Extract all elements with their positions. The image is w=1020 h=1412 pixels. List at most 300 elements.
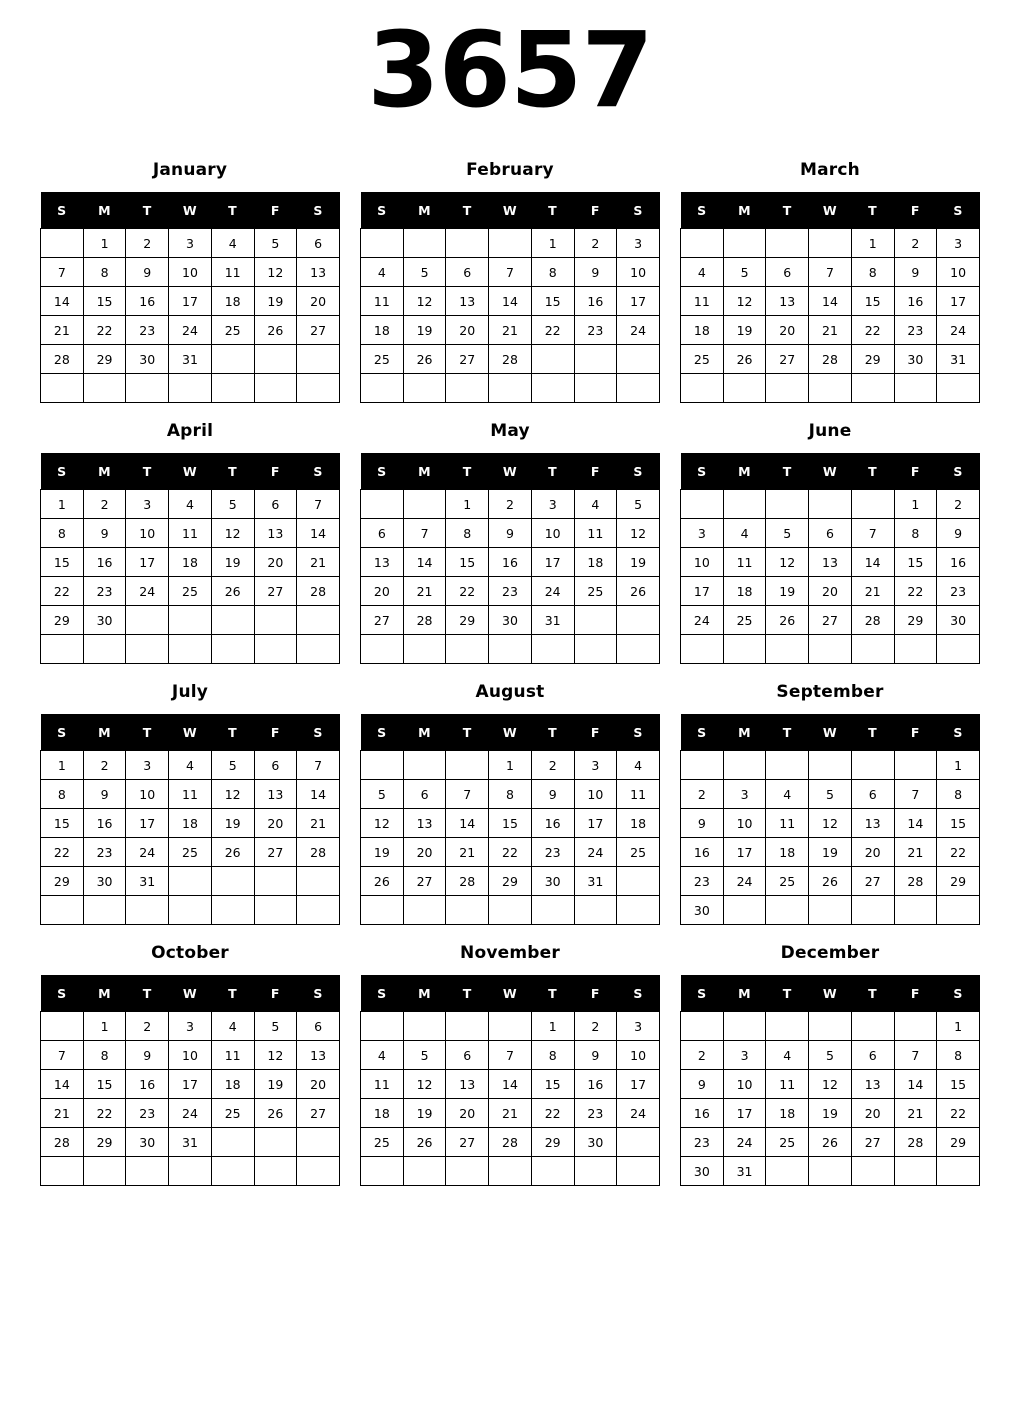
day-cell[interactable]: 8 [446, 519, 489, 548]
day-cell[interactable]: 21 [894, 838, 937, 867]
day-cell[interactable]: 26 [211, 838, 254, 867]
day-cell[interactable]: 20 [297, 287, 340, 316]
day-cell[interactable]: 20 [446, 316, 489, 345]
day-cell[interactable]: 25 [361, 345, 404, 374]
day-cell[interactable]: 5 [211, 490, 254, 519]
day-cell[interactable]: 28 [297, 838, 340, 867]
day-cell[interactable]: 10 [723, 809, 766, 838]
day-cell[interactable]: 26 [361, 867, 404, 896]
day-cell[interactable]: 17 [531, 548, 574, 577]
day-cell[interactable]: 4 [361, 258, 404, 287]
day-cell[interactable]: 14 [41, 287, 84, 316]
day-cell[interactable]: 19 [723, 316, 766, 345]
day-cell[interactable]: 20 [446, 1099, 489, 1128]
day-cell[interactable]: 23 [574, 316, 617, 345]
day-cell[interactable]: 24 [937, 316, 980, 345]
day-cell[interactable]: 21 [446, 838, 489, 867]
day-cell[interactable]: 15 [41, 809, 84, 838]
day-cell[interactable]: 16 [126, 1070, 169, 1099]
day-cell[interactable]: 25 [211, 316, 254, 345]
day-cell[interactable]: 16 [489, 548, 532, 577]
day-cell[interactable]: 10 [617, 1041, 660, 1070]
day-cell[interactable]: 17 [169, 1070, 212, 1099]
day-cell[interactable]: 23 [83, 838, 126, 867]
day-cell[interactable]: 19 [254, 287, 297, 316]
day-cell[interactable]: 8 [41, 519, 84, 548]
day-cell[interactable]: 23 [894, 316, 937, 345]
day-cell[interactable]: 27 [446, 345, 489, 374]
day-cell[interactable]: 6 [851, 1041, 894, 1070]
day-cell[interactable]: 26 [617, 577, 660, 606]
day-cell[interactable]: 3 [617, 1012, 660, 1041]
day-cell[interactable]: 19 [211, 809, 254, 838]
day-cell[interactable]: 12 [403, 287, 446, 316]
day-cell[interactable]: 2 [937, 490, 980, 519]
day-cell[interactable]: 11 [617, 780, 660, 809]
day-cell[interactable]: 4 [361, 1041, 404, 1070]
day-cell[interactable]: 26 [254, 316, 297, 345]
day-cell[interactable]: 21 [41, 1099, 84, 1128]
day-cell[interactable]: 6 [297, 229, 340, 258]
day-cell[interactable]: 26 [403, 345, 446, 374]
day-cell[interactable]: 8 [937, 780, 980, 809]
day-cell[interactable]: 21 [297, 809, 340, 838]
day-cell[interactable]: 20 [361, 577, 404, 606]
day-cell[interactable]: 31 [937, 345, 980, 374]
day-cell[interactable]: 22 [531, 316, 574, 345]
day-cell[interactable]: 14 [297, 780, 340, 809]
day-cell[interactable]: 17 [937, 287, 980, 316]
day-cell[interactable]: 29 [83, 345, 126, 374]
day-cell[interactable]: 12 [254, 258, 297, 287]
day-cell[interactable]: 2 [894, 229, 937, 258]
day-cell[interactable]: 28 [297, 577, 340, 606]
day-cell[interactable]: 8 [851, 258, 894, 287]
day-cell[interactable]: 17 [574, 809, 617, 838]
day-cell[interactable]: 26 [254, 1099, 297, 1128]
day-cell[interactable]: 10 [723, 1070, 766, 1099]
day-cell[interactable]: 25 [766, 867, 809, 896]
day-cell[interactable]: 1 [489, 751, 532, 780]
day-cell[interactable]: 30 [681, 1157, 724, 1186]
day-cell[interactable]: 31 [169, 1128, 212, 1157]
day-cell[interactable]: 7 [489, 1041, 532, 1070]
day-cell[interactable]: 30 [531, 867, 574, 896]
day-cell[interactable]: 1 [41, 751, 84, 780]
day-cell[interactable]: 3 [681, 519, 724, 548]
day-cell[interactable]: 20 [851, 838, 894, 867]
day-cell[interactable]: 30 [126, 345, 169, 374]
day-cell[interactable]: 12 [211, 519, 254, 548]
day-cell[interactable]: 20 [297, 1070, 340, 1099]
day-cell[interactable]: 15 [851, 287, 894, 316]
day-cell[interactable]: 3 [723, 780, 766, 809]
day-cell[interactable]: 29 [83, 1128, 126, 1157]
day-cell[interactable]: 27 [254, 838, 297, 867]
day-cell[interactable]: 14 [489, 1070, 532, 1099]
day-cell[interactable]: 5 [809, 1041, 852, 1070]
day-cell[interactable]: 12 [723, 287, 766, 316]
day-cell[interactable]: 6 [766, 258, 809, 287]
day-cell[interactable]: 3 [169, 1012, 212, 1041]
day-cell[interactable]: 25 [211, 1099, 254, 1128]
day-cell[interactable]: 23 [681, 867, 724, 896]
day-cell[interactable]: 8 [531, 258, 574, 287]
day-cell[interactable]: 18 [574, 548, 617, 577]
day-cell[interactable]: 5 [211, 751, 254, 780]
day-cell[interactable]: 25 [574, 577, 617, 606]
day-cell[interactable]: 17 [126, 809, 169, 838]
day-cell[interactable]: 29 [489, 867, 532, 896]
day-cell[interactable]: 4 [681, 258, 724, 287]
day-cell[interactable]: 29 [41, 867, 84, 896]
day-cell[interactable]: 31 [126, 867, 169, 896]
day-cell[interactable]: 17 [681, 577, 724, 606]
day-cell[interactable]: 12 [766, 548, 809, 577]
day-cell[interactable]: 7 [403, 519, 446, 548]
day-cell[interactable]: 17 [126, 548, 169, 577]
day-cell[interactable]: 8 [937, 1041, 980, 1070]
day-cell[interactable]: 2 [126, 229, 169, 258]
day-cell[interactable]: 15 [531, 1070, 574, 1099]
day-cell[interactable]: 14 [894, 809, 937, 838]
day-cell[interactable]: 19 [766, 577, 809, 606]
day-cell[interactable]: 5 [403, 258, 446, 287]
day-cell[interactable]: 3 [937, 229, 980, 258]
day-cell[interactable]: 7 [851, 519, 894, 548]
day-cell[interactable]: 23 [489, 577, 532, 606]
day-cell[interactable]: 6 [809, 519, 852, 548]
day-cell[interactable]: 12 [403, 1070, 446, 1099]
day-cell[interactable]: 15 [937, 809, 980, 838]
day-cell[interactable]: 2 [489, 490, 532, 519]
day-cell[interactable]: 4 [574, 490, 617, 519]
day-cell[interactable]: 25 [723, 606, 766, 635]
day-cell[interactable]: 9 [574, 258, 617, 287]
day-cell[interactable]: 1 [531, 1012, 574, 1041]
day-cell[interactable]: 4 [211, 1012, 254, 1041]
day-cell[interactable]: 17 [617, 287, 660, 316]
day-cell[interactable]: 12 [809, 809, 852, 838]
day-cell[interactable]: 26 [211, 577, 254, 606]
day-cell[interactable]: 26 [723, 345, 766, 374]
day-cell[interactable]: 16 [681, 1099, 724, 1128]
day-cell[interactable]: 11 [169, 780, 212, 809]
day-cell[interactable]: 6 [851, 780, 894, 809]
day-cell[interactable]: 10 [169, 258, 212, 287]
day-cell[interactable]: 7 [41, 258, 84, 287]
day-cell[interactable]: 26 [809, 1128, 852, 1157]
day-cell[interactable]: 1 [83, 1012, 126, 1041]
day-cell[interactable]: 14 [41, 1070, 84, 1099]
day-cell[interactable]: 1 [937, 751, 980, 780]
day-cell[interactable]: 21 [297, 548, 340, 577]
day-cell[interactable]: 9 [681, 809, 724, 838]
day-cell[interactable]: 27 [766, 345, 809, 374]
day-cell[interactable]: 4 [169, 751, 212, 780]
day-cell[interactable]: 27 [851, 867, 894, 896]
day-cell[interactable]: 8 [531, 1041, 574, 1070]
day-cell[interactable]: 2 [681, 1041, 724, 1070]
day-cell[interactable]: 11 [211, 258, 254, 287]
day-cell[interactable]: 19 [361, 838, 404, 867]
day-cell[interactable]: 28 [851, 606, 894, 635]
day-cell[interactable]: 18 [361, 316, 404, 345]
day-cell[interactable]: 15 [894, 548, 937, 577]
day-cell[interactable]: 17 [723, 838, 766, 867]
day-cell[interactable]: 1 [41, 490, 84, 519]
day-cell[interactable]: 28 [809, 345, 852, 374]
day-cell[interactable]: 9 [681, 1070, 724, 1099]
day-cell[interactable]: 6 [361, 519, 404, 548]
day-cell[interactable]: 13 [851, 1070, 894, 1099]
day-cell[interactable]: 22 [489, 838, 532, 867]
day-cell[interactable]: 13 [851, 809, 894, 838]
day-cell[interactable]: 30 [937, 606, 980, 635]
day-cell[interactable]: 23 [126, 1099, 169, 1128]
day-cell[interactable]: 13 [809, 548, 852, 577]
day-cell[interactable]: 15 [489, 809, 532, 838]
day-cell[interactable]: 13 [446, 1070, 489, 1099]
day-cell[interactable]: 10 [937, 258, 980, 287]
day-cell[interactable]: 15 [937, 1070, 980, 1099]
day-cell[interactable]: 28 [403, 606, 446, 635]
day-cell[interactable]: 11 [211, 1041, 254, 1070]
day-cell[interactable]: 7 [809, 258, 852, 287]
day-cell[interactable]: 12 [211, 780, 254, 809]
day-cell[interactable]: 7 [446, 780, 489, 809]
day-cell[interactable]: 23 [937, 577, 980, 606]
day-cell[interactable]: 5 [403, 1041, 446, 1070]
day-cell[interactable]: 2 [83, 751, 126, 780]
day-cell[interactable]: 4 [766, 1041, 809, 1070]
day-cell[interactable]: 10 [126, 780, 169, 809]
day-cell[interactable]: 6 [297, 1012, 340, 1041]
day-cell[interactable]: 29 [851, 345, 894, 374]
day-cell[interactable]: 6 [446, 1041, 489, 1070]
day-cell[interactable]: 8 [489, 780, 532, 809]
day-cell[interactable]: 30 [83, 606, 126, 635]
day-cell[interactable]: 16 [126, 287, 169, 316]
day-cell[interactable]: 7 [41, 1041, 84, 1070]
day-cell[interactable]: 19 [809, 838, 852, 867]
day-cell[interactable]: 16 [531, 809, 574, 838]
day-cell[interactable]: 31 [531, 606, 574, 635]
day-cell[interactable]: 8 [83, 1041, 126, 1070]
day-cell[interactable]: 13 [297, 258, 340, 287]
day-cell[interactable]: 5 [254, 229, 297, 258]
day-cell[interactable]: 3 [169, 229, 212, 258]
day-cell[interactable]: 23 [681, 1128, 724, 1157]
day-cell[interactable]: 22 [83, 316, 126, 345]
day-cell[interactable]: 6 [403, 780, 446, 809]
day-cell[interactable]: 3 [574, 751, 617, 780]
day-cell[interactable]: 2 [574, 1012, 617, 1041]
day-cell[interactable]: 24 [617, 1099, 660, 1128]
day-cell[interactable]: 10 [574, 780, 617, 809]
day-cell[interactable]: 21 [809, 316, 852, 345]
day-cell[interactable]: 20 [766, 316, 809, 345]
day-cell[interactable]: 23 [574, 1099, 617, 1128]
day-cell[interactable]: 30 [894, 345, 937, 374]
day-cell[interactable]: 18 [617, 809, 660, 838]
day-cell[interactable]: 28 [41, 345, 84, 374]
day-cell[interactable]: 9 [531, 780, 574, 809]
day-cell[interactable]: 29 [894, 606, 937, 635]
day-cell[interactable]: 27 [851, 1128, 894, 1157]
day-cell[interactable]: 18 [169, 809, 212, 838]
day-cell[interactable]: 13 [297, 1041, 340, 1070]
day-cell[interactable]: 28 [894, 867, 937, 896]
day-cell[interactable]: 4 [211, 229, 254, 258]
day-cell[interactable]: 24 [574, 838, 617, 867]
day-cell[interactable]: 13 [446, 287, 489, 316]
day-cell[interactable]: 20 [809, 577, 852, 606]
day-cell[interactable]: 9 [83, 519, 126, 548]
day-cell[interactable]: 20 [851, 1099, 894, 1128]
day-cell[interactable]: 24 [681, 606, 724, 635]
day-cell[interactable]: 11 [766, 809, 809, 838]
day-cell[interactable]: 2 [681, 780, 724, 809]
day-cell[interactable]: 8 [894, 519, 937, 548]
day-cell[interactable]: 11 [574, 519, 617, 548]
day-cell[interactable]: 4 [723, 519, 766, 548]
day-cell[interactable]: 24 [126, 838, 169, 867]
day-cell[interactable]: 7 [489, 258, 532, 287]
day-cell[interactable]: 22 [894, 577, 937, 606]
day-cell[interactable]: 9 [937, 519, 980, 548]
day-cell[interactable]: 28 [446, 867, 489, 896]
day-cell[interactable]: 5 [766, 519, 809, 548]
day-cell[interactable]: 18 [169, 548, 212, 577]
day-cell[interactable]: 16 [894, 287, 937, 316]
day-cell[interactable]: 10 [169, 1041, 212, 1070]
day-cell[interactable]: 3 [723, 1041, 766, 1070]
day-cell[interactable]: 28 [41, 1128, 84, 1157]
day-cell[interactable]: 27 [446, 1128, 489, 1157]
day-cell[interactable]: 29 [937, 1128, 980, 1157]
day-cell[interactable]: 7 [894, 780, 937, 809]
day-cell[interactable]: 25 [617, 838, 660, 867]
day-cell[interactable]: 17 [617, 1070, 660, 1099]
day-cell[interactable]: 29 [41, 606, 84, 635]
day-cell[interactable]: 23 [126, 316, 169, 345]
day-cell[interactable]: 30 [574, 1128, 617, 1157]
day-cell[interactable]: 20 [254, 809, 297, 838]
day-cell[interactable]: 31 [723, 1157, 766, 1186]
day-cell[interactable]: 10 [681, 548, 724, 577]
day-cell[interactable]: 14 [297, 519, 340, 548]
day-cell[interactable]: 11 [361, 1070, 404, 1099]
day-cell[interactable]: 3 [617, 229, 660, 258]
day-cell[interactable]: 9 [83, 780, 126, 809]
day-cell[interactable]: 9 [489, 519, 532, 548]
day-cell[interactable]: 19 [809, 1099, 852, 1128]
day-cell[interactable]: 25 [361, 1128, 404, 1157]
day-cell[interactable]: 13 [361, 548, 404, 577]
day-cell[interactable]: 18 [361, 1099, 404, 1128]
day-cell[interactable]: 29 [446, 606, 489, 635]
day-cell[interactable]: 3 [126, 490, 169, 519]
day-cell[interactable]: 28 [894, 1128, 937, 1157]
day-cell[interactable]: 30 [489, 606, 532, 635]
day-cell[interactable]: 11 [766, 1070, 809, 1099]
day-cell[interactable]: 19 [254, 1070, 297, 1099]
day-cell[interactable]: 25 [169, 838, 212, 867]
day-cell[interactable]: 22 [83, 1099, 126, 1128]
day-cell[interactable]: 10 [531, 519, 574, 548]
day-cell[interactable]: 5 [361, 780, 404, 809]
day-cell[interactable]: 18 [766, 838, 809, 867]
day-cell[interactable]: 28 [489, 345, 532, 374]
day-cell[interactable]: 14 [446, 809, 489, 838]
day-cell[interactable]: 27 [297, 316, 340, 345]
day-cell[interactable]: 1 [937, 1012, 980, 1041]
day-cell[interactable]: 18 [723, 577, 766, 606]
day-cell[interactable]: 9 [574, 1041, 617, 1070]
day-cell[interactable]: 4 [617, 751, 660, 780]
day-cell[interactable]: 2 [574, 229, 617, 258]
day-cell[interactable]: 12 [809, 1070, 852, 1099]
day-cell[interactable]: 27 [254, 577, 297, 606]
day-cell[interactable]: 22 [41, 577, 84, 606]
day-cell[interactable]: 4 [169, 490, 212, 519]
day-cell[interactable]: 11 [361, 287, 404, 316]
day-cell[interactable]: 24 [531, 577, 574, 606]
day-cell[interactable]: 17 [169, 287, 212, 316]
day-cell[interactable]: 3 [126, 751, 169, 780]
day-cell[interactable]: 5 [617, 490, 660, 519]
day-cell[interactable]: 15 [41, 548, 84, 577]
day-cell[interactable]: 8 [83, 258, 126, 287]
day-cell[interactable]: 18 [211, 1070, 254, 1099]
day-cell[interactable]: 21 [489, 1099, 532, 1128]
day-cell[interactable]: 22 [41, 838, 84, 867]
day-cell[interactable]: 20 [403, 838, 446, 867]
day-cell[interactable]: 21 [403, 577, 446, 606]
day-cell[interactable]: 31 [574, 867, 617, 896]
day-cell[interactable]: 1 [894, 490, 937, 519]
day-cell[interactable]: 28 [489, 1128, 532, 1157]
day-cell[interactable]: 16 [83, 809, 126, 838]
day-cell[interactable]: 12 [254, 1041, 297, 1070]
day-cell[interactable]: 27 [809, 606, 852, 635]
day-cell[interactable]: 17 [723, 1099, 766, 1128]
day-cell[interactable]: 19 [403, 316, 446, 345]
day-cell[interactable]: 11 [723, 548, 766, 577]
day-cell[interactable]: 21 [489, 316, 532, 345]
day-cell[interactable]: 13 [254, 780, 297, 809]
day-cell[interactable]: 11 [681, 287, 724, 316]
day-cell[interactable]: 15 [83, 287, 126, 316]
day-cell[interactable]: 12 [617, 519, 660, 548]
day-cell[interactable]: 22 [851, 316, 894, 345]
day-cell[interactable]: 7 [297, 490, 340, 519]
day-cell[interactable]: 2 [126, 1012, 169, 1041]
day-cell[interactable]: 2 [83, 490, 126, 519]
day-cell[interactable]: 25 [766, 1128, 809, 1157]
day-cell[interactable]: 22 [937, 838, 980, 867]
day-cell[interactable]: 4 [766, 780, 809, 809]
day-cell[interactable]: 1 [446, 490, 489, 519]
day-cell[interactable]: 15 [83, 1070, 126, 1099]
day-cell[interactable]: 24 [126, 577, 169, 606]
day-cell[interactable]: 21 [894, 1099, 937, 1128]
day-cell[interactable]: 7 [894, 1041, 937, 1070]
day-cell[interactable]: 8 [41, 780, 84, 809]
day-cell[interactable]: 18 [681, 316, 724, 345]
day-cell[interactable]: 5 [254, 1012, 297, 1041]
